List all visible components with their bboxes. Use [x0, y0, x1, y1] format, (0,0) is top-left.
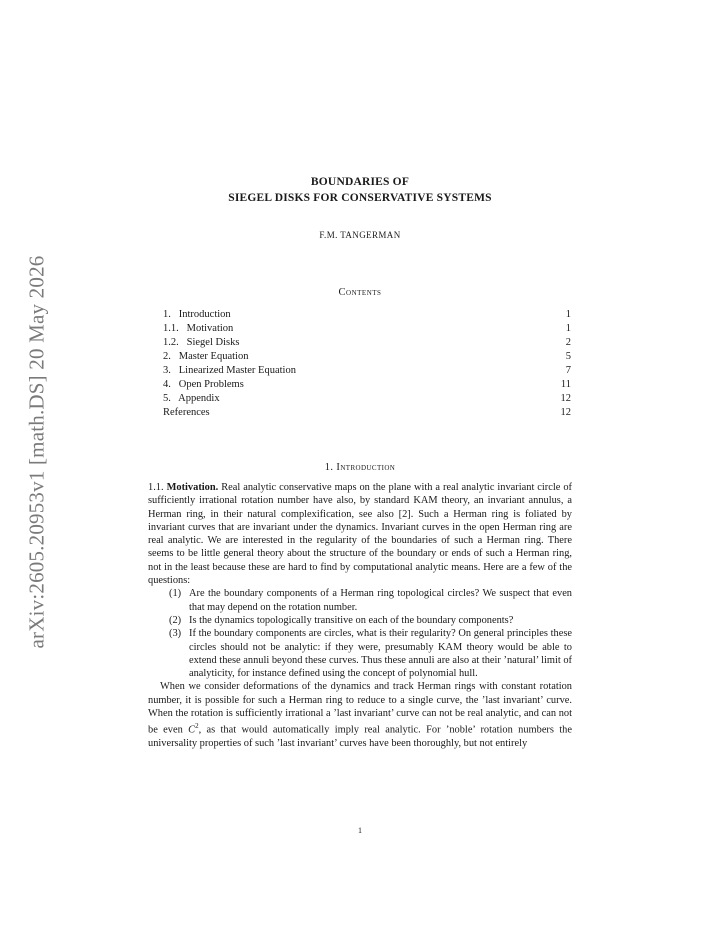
paragraph-text: Real analytic conservative maps on the plane with a real analytic invariant circle of sufficiently irrational rotation number have also, by standard KAM theory, an invariant annulus, a Herman ring, in their natural complexification, see also [2]. Such a Herman ring is foliated by invariant curves that are invariant under the dynamics. Invariant curves in the open Herman ring are real analytic. We are interested in the regularity of the boundaries of such a Herman ring. There seems to be little general theory about the structure of the boundary or ends of such a Herman ring, not in the least because these are hard to find by computational analytic means. Here are a few of the questions: — [148, 482, 573, 587]
author-name: F.M. TANGERMAN — [319, 230, 401, 240]
paragraph-motivation — [148, 481, 572, 587]
toc-entry[interactable] — [163, 364, 571, 378]
paragraph-text: , as that would automatically imply real analytic. For ’noble’ rotation numbers the universality properties of such ’last invariant’ curves have been thoroughly, but not entirely — [148, 724, 572, 750]
toc-label: 1.1. Motivation — [163, 323, 234, 334]
toc-entry[interactable] — [163, 392, 571, 406]
toc-entry[interactable] — [163, 350, 571, 364]
toc-page: 5 — [565, 351, 571, 362]
list-text: Is the dynamics topologically transitive on each of the boundary components? — [189, 614, 514, 626]
body-text — [148, 481, 572, 750]
toc-page: 7 — [565, 365, 571, 376]
list-item — [148, 614, 572, 627]
math-superscript: 2 — [195, 722, 199, 731]
toc-label: References — [163, 407, 210, 418]
subsection-title: Motivation. — [166, 482, 219, 493]
toc-label: 1. Introduction — [163, 309, 231, 320]
table-of-contents — [163, 308, 571, 420]
list-text: Are the boundary components of a Herman ring topological circles? We suspect that even that may depend on the rotation number. — [189, 588, 572, 613]
section-heading: 1. Introduction — [324, 462, 396, 473]
list-item — [148, 627, 572, 680]
question-list — [148, 587, 572, 680]
list-text: If the boundary components are circles, what is their regularity? On general principles these circles should not be analytic: if they were, presumably KAM theory would be able to extend these annuli beyond these curves. Thus these annuli are also at their ’natural’ limit of analyticity, for instance defined using the concept of polynomial hull. — [189, 628, 572, 680]
list-number: (3) — [169, 628, 182, 640]
toc-page: 2 — [565, 337, 571, 348]
page-number: 1 — [358, 826, 362, 835]
toc-label: 2. Master Equation — [163, 351, 249, 362]
list-item — [148, 587, 572, 614]
toc-page: 1 — [565, 309, 571, 320]
toc-page: 11 — [560, 379, 571, 390]
toc-entry[interactable] — [163, 378, 571, 392]
toc-page: 12 — [560, 407, 571, 418]
contents-heading: Contents — [338, 287, 382, 298]
math-c: C — [188, 724, 196, 736]
list-number: (2) — [169, 614, 182, 626]
toc-label: 5. Appendix — [163, 393, 220, 404]
toc-label: 3. Linearized Master Equation — [163, 365, 296, 376]
arxiv-stamp: arXiv:2605.20953v1 [math.DS] 20 May 2026 — [24, 255, 49, 649]
list-number: (1) — [169, 588, 182, 600]
subsection-number: 1.1. — [148, 482, 164, 493]
toc-entry[interactable] — [163, 406, 571, 420]
toc-label: 1.2. Siegel Disks — [163, 337, 240, 348]
toc-page: 1 — [565, 323, 571, 334]
toc-entry[interactable] — [163, 308, 571, 322]
toc-page: 12 — [560, 393, 571, 404]
paper-title-line2: SIEGEL DISKS FOR CONSERVATIVE SYSTEMS — [228, 192, 492, 204]
paper-title-line1: BOUNDARIES OF — [310, 176, 410, 188]
toc-entry[interactable] — [163, 322, 571, 336]
toc-label: 4. Open Problems — [163, 379, 244, 390]
toc-entry[interactable] — [163, 336, 571, 350]
paragraph-text: When we consider deformations of the dynamics and track Herman rings with constant rotation number, it is possible for such a Herman ring to reduce to a single curve, the ’last invariant’ curve. When the rotation is sufficiently irrational a ’last invariant’ curve can not be real analytic, and can not be even — [148, 681, 572, 736]
paragraph-deformations — [148, 680, 572, 750]
